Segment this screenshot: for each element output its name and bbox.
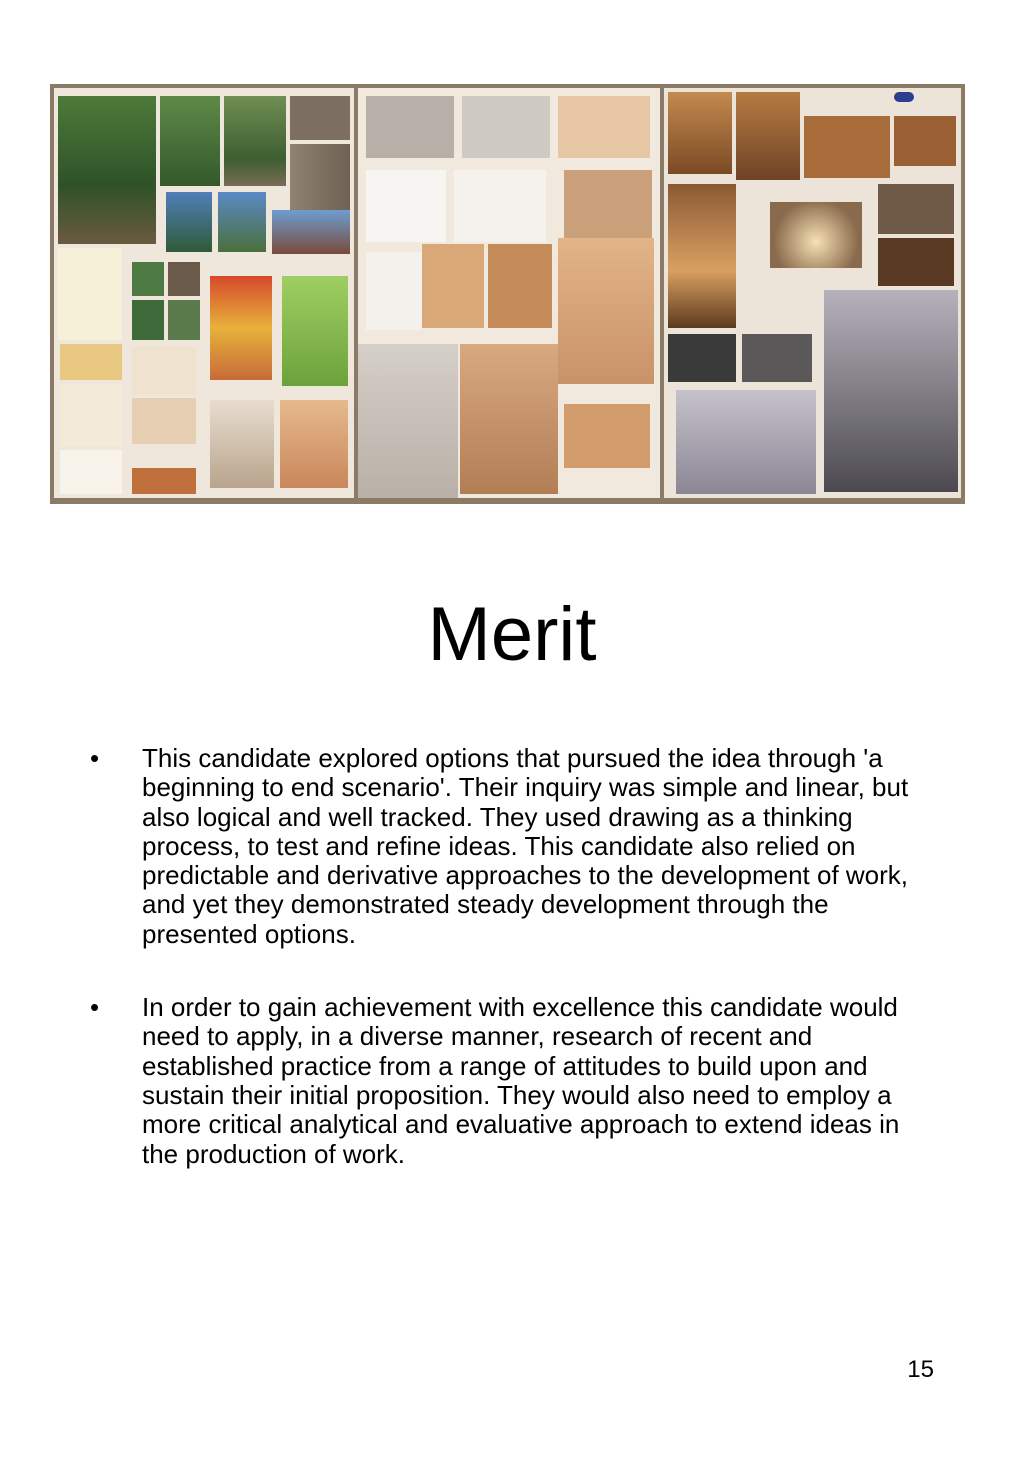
cube-drawing	[454, 170, 546, 242]
branch-sculpture-photo	[558, 238, 654, 384]
shadow-installation-photo	[824, 290, 958, 492]
lit-installation-photo	[894, 116, 956, 166]
bullet-list	[84, 744, 934, 1213]
cube-drawing	[366, 170, 446, 242]
cutout-figure	[282, 276, 348, 386]
dome-photo	[668, 334, 736, 382]
figure-drawing	[60, 384, 122, 446]
display-board-middle	[358, 88, 660, 498]
lamp-photo	[770, 202, 862, 268]
tree-sky-photo	[218, 192, 266, 252]
lamp-photo	[878, 184, 954, 234]
branch-sculpture-photo	[488, 244, 552, 328]
bark-texture-photo	[290, 96, 350, 140]
grid-sculpture-photo	[564, 170, 652, 242]
tree-sculpture-photo	[460, 344, 558, 494]
page-title: Merit	[427, 592, 597, 677]
tree-sky-photo	[166, 192, 212, 252]
figure-drawing	[58, 248, 122, 340]
tree-drawing	[366, 252, 422, 330]
bullet-icon: •	[90, 743, 100, 773]
branch-sculpture-photo	[422, 244, 484, 328]
figure-ring-photo	[564, 404, 650, 468]
figure-group-photo	[132, 398, 196, 444]
green-figure-photo	[168, 262, 200, 296]
figure-group-photo	[132, 468, 196, 494]
grid-sculpture-photo	[558, 96, 650, 158]
tree-sculpture-photo	[280, 400, 348, 488]
bullet-item	[84, 744, 934, 949]
tree-tower-photo	[668, 184, 736, 328]
tree-sculpture-photo	[210, 400, 274, 488]
bullet-text: In order to gain achievement with excellence this candidate would need to apply, in a diverse manner, research of recent and established practice from a range of attitudes to build upon and sustain their initial proposition. They would also need to employ a more critical analytical and evaluative approach to extend ideas in the production of work.	[142, 992, 900, 1169]
grid-sculpture-photo	[366, 96, 454, 158]
bullet-item	[84, 993, 934, 1169]
shadow-installation-photo	[676, 390, 816, 494]
green-figure-photo	[168, 300, 200, 340]
lit-installation-photo	[804, 116, 890, 178]
artwork-photo	[50, 84, 965, 504]
bullet-icon: •	[90, 992, 100, 1023]
figure-group-photo	[132, 346, 196, 394]
display-board-right	[664, 88, 961, 498]
tree-sky-photo	[272, 210, 350, 254]
green-figure-photo	[132, 300, 164, 340]
palm-tree-photo	[224, 96, 286, 186]
lit-installation-photo	[668, 92, 732, 174]
logo-mark	[894, 92, 914, 102]
lit-installation-photo	[736, 92, 800, 180]
arch-photo	[742, 334, 812, 382]
bullet-text: This candidate explored options that pursued the idea through 'a beginning to end scenario'. Their inquiry was simple and linear, but also logical and well tracked. They used drawing as a thinking process, to test and refine ideas. This candidate also relied on predictable and derivative approaches to the development of work, and yet they demonstrated steady development through the presented options.	[142, 743, 909, 949]
palm-tree-photo	[160, 96, 220, 186]
figure-drawing	[60, 450, 122, 494]
green-figure-photo	[132, 262, 164, 296]
grid-sculpture-photo	[462, 96, 550, 158]
cutout-figure	[210, 276, 272, 380]
display-board-left	[54, 88, 354, 498]
lamp-photo	[878, 238, 954, 286]
figure-drawing	[60, 344, 122, 380]
page-number: 15	[907, 1356, 934, 1383]
palm-tree-photo	[58, 96, 156, 244]
tree-sculpture-photo	[358, 344, 458, 498]
